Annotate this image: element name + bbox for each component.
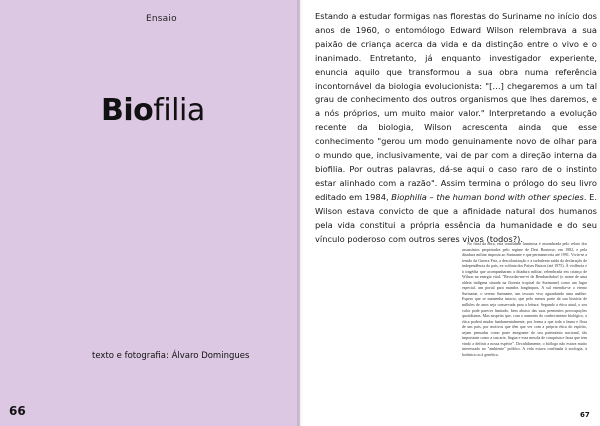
page-gutter (297, 0, 303, 426)
intro-text-part-1: Estando a estudar formigas nas florestas do Suriname no início dos anos de 1960, o entomólogo Edward Wilson relembrava a sua paixão de criança acerca da vida e da distinção entre o vivo e o inanimado. Entretanto, já enquanto investigador experiente, enuncia aquilo que transformou a sua obra numa referência incontornável da biologia evolucionista: "[…] chegaremos a um tal grau de conhecimento dos outros organismos que lhes daremos, e a nós próprios, um muito maior valor." Interpretando a evolução recente da biologia, Wilson acrescenta ainda que esse conhecimento "gerou um modo genuinamente novo de olhar para o mundo que, inclusivamente, vai de par com a direção interna da biofilia. Por outras palavras, dá-se aqui o caso raro de o instinto estar alinhado com a razão". Assim termina o prólogo do seu livro editado em 1984, (315, 11, 597, 202)
intro-paragraph (315, 10, 597, 246)
article-title-bold: Bio (101, 93, 154, 128)
article-title (101, 93, 205, 128)
right-page (300, 0, 600, 426)
author-credit: texto e fotografia: Álvaro Domingues (92, 351, 250, 361)
page-number-left: 66 (9, 404, 26, 418)
article-title-rest: filia (153, 93, 205, 128)
body-column: No final da obra, esta tonalidade luminosa é assombrada pelo relato dos assassínios perpetrados pelo regime de Desi Bouterse, em 1982, e pela ditadura militar imposta ao Suriname e que permaneceria até 1991. Vivia-se a tensão da Guerra Fria, a descolonização e a turbulenta saída da declaração de independência do país, ex-colónia dos Países Baixos (até 1975). À violência e à tragédia que acompanharam a ditadura militar, relembrada em criança de Wilson na energia vital: "Recordar-me-ei de Bernhardsdorf (o nome de uma aldeia indígena situada na floresta tropical do Suriname) como um lugar especial, um portal para mundos longínquos. A sul estendia-se o eterno Suriname, o sereno Suriname, um tesouro vivo aguardando uma análise. Espero que se mantenha intacto, que pelo menos parte da sua história de milhões de anos seja conservada para a leitura. Segundo a ética atual, o seu valor pode parecer limitado, bem abaixo das suas prementes preocupações quotidianas. Mas suspeito que, com o aumento do conhecimento biológico, a ética poderá mudar fundamentalmente, por forma a que toda a fauna e flora de um país, por motivos que têm que ver com a própria ética do espírito, sejam pensadas como parte integrante do seu património nacional, tão importante como a sua arte, língua e essa mescla de conquista e farsa que tem vindo a definir a nossa espécie". Decididamente, o biólogo não estava muito interessado no "ambiente" político. A vida estava confinada à zoologia, à botânica ou à genética. (462, 241, 587, 357)
intro-book-title: Biophilia – the human bond with other species (391, 191, 584, 202)
page-number-right: 67 (580, 411, 590, 419)
intro-text-part-2: . E. Wilson estava convicto de que a afinidade natural dos humanos pela vida constitui a própria essência da humanidade e do seu vínculo poderoso com outros seres vivos (todos?). (315, 191, 598, 244)
section-label: Ensaio (146, 14, 177, 24)
